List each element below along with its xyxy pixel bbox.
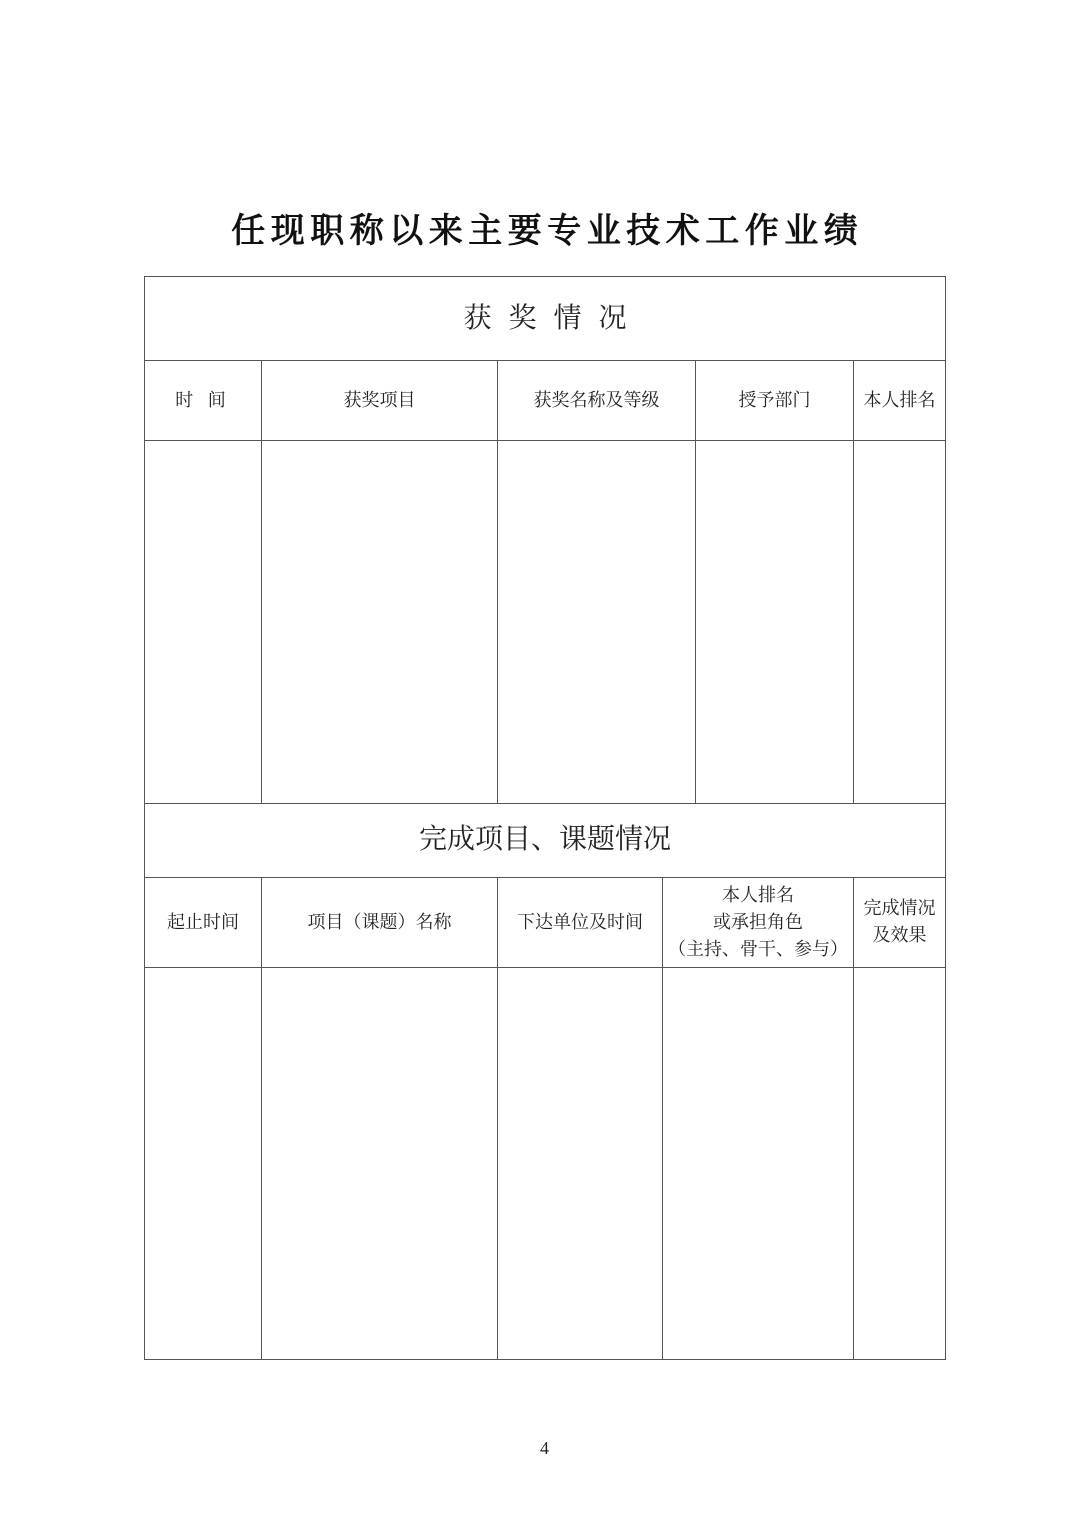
awards-award-name-cell: [498, 441, 696, 804]
projects-heading-row: [145, 804, 946, 877]
awards-header-row: [145, 361, 946, 441]
projects-entry-row: [145, 967, 946, 1359]
projects-section-heading: 完成项目、课题情况: [145, 804, 946, 877]
projects-table: [144, 804, 946, 1360]
awards-grantor-cell: [696, 441, 854, 804]
awards-rank-cell: [854, 441, 946, 804]
projects-role-cell: [663, 967, 854, 1359]
page-number: 4: [540, 1438, 549, 1458]
projects-issuer-cell: [498, 967, 663, 1359]
projects-col-name: 项目（课题）名称: [262, 877, 498, 967]
awards-col-award-name: 获奖名称及等级: [498, 361, 696, 441]
projects-name-cell: [262, 967, 498, 1359]
projects-col-role-line-2: 或承担角色: [713, 911, 803, 932]
awards-table: [144, 276, 946, 804]
projects-col-period: 起止时间: [145, 877, 262, 967]
projects-col-role: [663, 877, 854, 967]
awards-section-heading: 获 奖 情 况: [145, 277, 946, 361]
awards-project-cell: [262, 441, 498, 804]
awards-col-time: 时 间: [145, 361, 262, 441]
awards-col-project: 获奖项目: [262, 361, 498, 441]
achievement-form: [144, 276, 945, 1360]
awards-col-rank: 本人排名: [854, 361, 946, 441]
awards-col-grantor: 授予部门: [696, 361, 854, 441]
projects-col-issuer: 下达单位及时间: [498, 877, 663, 967]
projects-period-cell: [145, 967, 262, 1359]
projects-col-result-line-1: 完成情况: [863, 898, 936, 918]
projects-col-result-line-2: 及效果: [872, 925, 927, 945]
projects-result-cell: [854, 967, 946, 1359]
page-title: 任现职称以来主要专业技术工作业绩: [231, 213, 864, 250]
projects-col-role-line-3: （主持、骨干、参与）: [668, 938, 848, 959]
projects-header-row: [145, 877, 946, 967]
awards-heading-row: [145, 277, 946, 361]
projects-col-result: [854, 877, 946, 967]
awards-time-cell: [145, 441, 262, 804]
awards-entry-row: [145, 441, 946, 804]
projects-col-role-line-1: 本人排名: [722, 884, 794, 905]
